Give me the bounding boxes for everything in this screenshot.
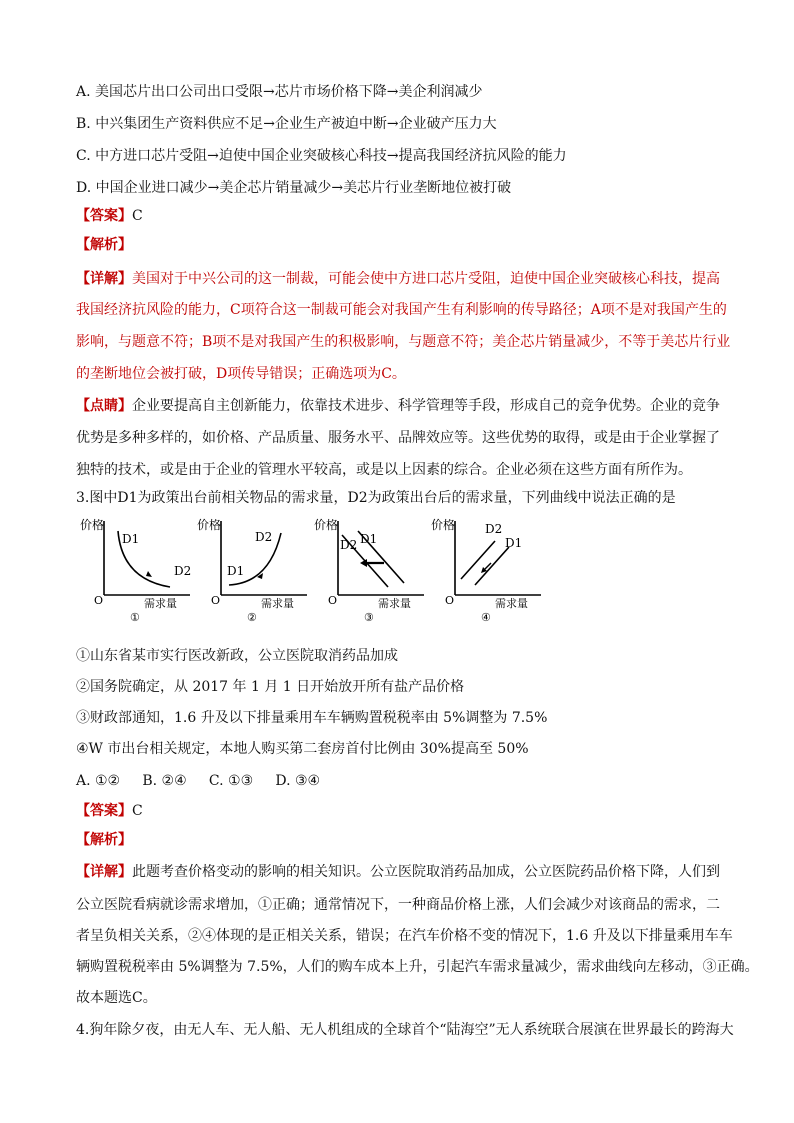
detail-line-1: 【详解】美国对于中兴公司的这一制裁，可能会使中方进口芯片受阻，迫使中国企业突破核心科技，提高: [76, 271, 720, 287]
q3-item-2: ②国务院确定，从 2017 年 1 月 1 日开始放开所有盐产品价格: [76, 679, 465, 695]
origin: O: [94, 594, 104, 607]
xlabel: 需求量: [144, 597, 177, 610]
xlabel: 需求量: [261, 597, 294, 610]
tip-line-2: 优势是多种多样的，如价格、产品质量、服务水平、品牌效应等。这些优势的取得，或是由于企业掌握了: [76, 430, 720, 446]
ylabel: 价格: [314, 518, 339, 532]
answer-q2: [76, 207, 726, 225]
graph-number: ②: [247, 611, 257, 624]
q3-item-3: ③财政部通知，1.6 升及以下排量乘用车车辆购置税税率由 5%调整为 7.5%: [76, 710, 548, 726]
q3-detail-5: 故本题选C。: [76, 990, 157, 1006]
option-a: A. 美国芯片出口公司出口受限→芯片市场价格下降→美企利润减少: [76, 84, 483, 100]
graph-4-svg: [429, 507, 549, 627]
demand-graph-4: [429, 507, 549, 627]
q3-stem: 3.图中D1为政策出台前相关物品的需求量，D2为政策出台后的需求量，下列曲线中说法正确的是: [76, 490, 676, 506]
origin: O: [328, 594, 338, 607]
graph-number: ④: [481, 611, 491, 624]
graph-2-svg: [195, 507, 315, 627]
d1-label: D1: [360, 532, 378, 546]
analysis-label-q2: 【解析】: [76, 237, 132, 253]
arrow-mark: [146, 571, 152, 577]
option-d: D. 中国企业进口减少→美企芯片销量减少→美芯片行业垄断地位被打破: [76, 180, 512, 196]
demand-graph-2: [195, 507, 315, 627]
q3-detail-3: 者呈负相关关系，②④体现的是正相关关系，错误；在汽车价格不变的情况下，1.6 升及以下排量乘用车车: [76, 928, 733, 944]
detail-line-2: 我国经济抗风险的能力，C项符合这一制裁可能会对我国产生有利影响的传导路径；A项不是对我国产生的: [76, 302, 727, 318]
ylabel: 价格: [197, 518, 222, 532]
graph-3-svg: [312, 507, 432, 627]
tip-line-3: 独特的技术，或是由于企业的管理水平较高，或是以上因素的综合。企业必须在这些方面有所作为。: [76, 462, 692, 478]
d2-line: [461, 541, 495, 579]
analysis-label-q3: 【解析】: [76, 832, 132, 848]
d1-label: D1: [227, 564, 245, 578]
ylabel: 价格: [431, 518, 456, 532]
d2-label: D2: [485, 522, 503, 536]
q3-item-1: ①山东省某市实行医改新政，公立医院取消药品加成: [76, 648, 398, 664]
d2-label: D2: [340, 538, 358, 552]
q3-detail-2: 公立医院看病就诊需求增加，①正确；通常情况下，一种商品价格上涨，人们会减少对该商品的需求，二: [76, 897, 720, 913]
detail-line-4: 的垄断地位会被打破，D项传导错误；正确选项为C。: [76, 366, 406, 382]
q3-detail-4: 辆购置税税率由 5%调整为 7.5%，人们的购车成本上升，引起汽车需求量减少，需求曲线向左移动，③正确。: [76, 959, 759, 975]
answer-q3: 【答案】C: [76, 803, 143, 819]
q3-detail-1: 【详解】此题考查价格变动的影响的相关知识。公立医院取消药品加成，公立医院药品价格下降，人们到: [76, 864, 720, 880]
xlabel: 需求量: [495, 597, 528, 610]
d2-label: D2: [174, 564, 192, 578]
d1-line: [475, 547, 509, 585]
origin: O: [211, 594, 221, 607]
d2-label: D2: [255, 530, 273, 544]
q3-choices: A. ①② B. ②④ C. ①③ D. ③④: [76, 773, 321, 789]
graph-number: ③: [364, 611, 374, 624]
q3-item-4: ④W 市出台相关规定，本地人购买第二套房首付比例由 30%提高至 50%: [76, 741, 529, 757]
detail-line-3: 影响，与题意不符；B项不是对我国产生的积极影响，与题意不符；美企芯片销量减少，不等于美芯片行业: [76, 334, 731, 350]
ylabel: 价格: [80, 518, 105, 532]
tip-line-1: 【点睛】企业要提高自主创新能力，依靠技术进步、科学管理等手段，形成自己的竞争优势。企业的竞争: [76, 398, 720, 414]
d1-label: D1: [505, 536, 523, 550]
answer-label: 【答案】: [76, 208, 132, 224]
demand-graph-3: [312, 507, 432, 627]
xlabel: 需求量: [378, 597, 411, 610]
demand-graph-1: [78, 507, 198, 627]
origin: O: [445, 594, 455, 607]
d1-label: D1: [122, 532, 140, 546]
q4-stem: 4.狗年除夕夜，由无人车、无人船、无人机组成的全球首个“陆海空”无人系统联合展演在世界最长的跨海大: [76, 1022, 734, 1038]
graph-1-svg: [78, 507, 198, 627]
option-c: C. 中方进口芯片受阻→迫使中国企业突破核心科技→提高我国经济抗风险的能力: [76, 148, 567, 164]
answer-value: C: [132, 208, 143, 224]
graph-number: ①: [130, 611, 140, 624]
option-b: B. 中兴集团生产资料供应不足→企业生产被迫中断→企业破产压力大: [76, 116, 497, 132]
